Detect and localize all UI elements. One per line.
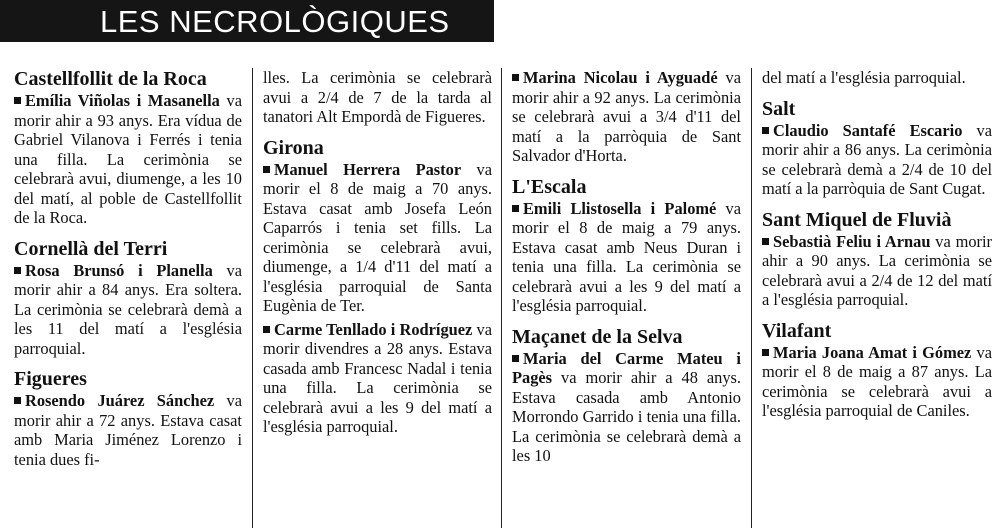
obituary-continuation: del matí a l'església parroquial. [762,68,966,87]
deceased-name: Rosa Brunsó i Planella [25,260,213,280]
square-bullet-icon [512,74,519,81]
square-bullet-icon [263,326,270,333]
obituary-entry [263,320,492,437]
square-bullet-icon [14,97,21,104]
obituary-entry [14,91,242,228]
obituary-entry [512,68,741,166]
obituary-text: va morir el 8 de maig a 70 anys. Estava casat amb Josefa León Caparrós i tenia set fills. La cerimònia se celebrarà avui, diumenge, a 1/4 d'11 del matí a l'església parroquial de Santa Eugènia de Ter. [263,159,492,315]
column-divider [252,68,253,528]
obituary-entry [14,261,242,359]
town-heading: L'Escala [512,175,587,198]
obituary-text: va morir ahir a 86 anys. La cerimònia se celebrarà demà a 2/4 de 10 del matí a la parròquia de Sant Cugat. [762,120,992,198]
deceased-name: Emília Viñolas i Masanella [25,91,220,110]
obituary-entry [762,343,992,421]
column-1 [14,68,242,528]
obituary-text: va morir ahir a 93 anys. Era vídua de Gabriel Vilanova i Ferrés i tenia una filla. La cerimònia se celebrarà avui, diumenge, a les 10 del matí, al poble de Castellfollit de la Roca. [14,91,242,227]
town-heading: Maçanet de la Selva [512,325,683,348]
obituary-text: va morir divendres a 28 anys. Estava casada amb Francesc Nadal i tenia una filla. La cerimònia se celebrarà avui a les 9 del matí a l'església parroquial. [263,319,492,436]
square-bullet-icon [762,238,769,245]
obituary-text: va morir ahir a 72 anys. Estava casat amb Maria Jiménez Lorenzo i tenia dues fi- [14,391,242,469]
square-bullet-icon [263,166,270,173]
column-divider [501,68,502,528]
obituary-text: va morir ahir a 84 anys. Era soltera. La cerimònia se celebrarà demà a les 11 del matí a l'església parroquial. [14,260,242,358]
obituary-text: va morir ahir a 92 anys. La cerimònia se celebrarà avui a 3/4 d'11 del matí a la parròquia de Sant Salvador d'Horta. [512,68,741,165]
obituary-entry [512,349,741,466]
obituary-entry [512,199,741,316]
town-heading: Girona [263,136,324,159]
deceased-name: Marina Nicolau i Ayguadé [523,68,718,87]
column-4 [762,68,992,528]
square-bullet-icon [512,205,519,212]
obituary-entry [14,391,242,469]
deceased-name: Rosendo Juárez Sánchez [25,391,215,410]
deceased-name: Maria Joana Amat i Gómez [773,342,972,362]
obituary-entry [263,160,492,316]
obituary-text: va morir el 8 de maig a 87 anys. La cerimònia se celebrarà avui a l'església parroquial de Caniles. [762,342,992,420]
obituary-text: va morir ahir a 90 anys. La cerimònia se celebrarà avui a 2/4 de 12 del matí a l'església parroquial. [762,231,992,309]
obituary-text: va morir el 8 de maig a 79 anys. Estava casat amb Neus Duran i tenia una filla. La cerimònia se celebrarà avui a les 9 del matí a l'església parroquial. [512,198,741,315]
obituary-entry [762,232,992,310]
column-divider [751,68,752,528]
obituary-entry [762,121,992,199]
town-heading: Sant Miquel de Fluvià [762,208,952,231]
section-title: LES NECROLÒGIQUES [100,4,450,39]
square-bullet-icon [512,355,519,362]
obituary-continuation: lles. La cerimònia se celebrarà avui a 2/4 de 7 de la tarda al tanatori Alt Empordà de Figueres. [263,68,492,126]
town-heading: Salt [762,97,796,120]
deceased-name: Claudio Santafé Escario [773,120,963,140]
deceased-name: Manuel Herrera Pastor [274,159,462,179]
section-header [0,0,494,42]
square-bullet-icon [762,349,769,356]
deceased-name: Sebastià Feliu i Arnau [773,231,931,251]
square-bullet-icon [14,267,21,274]
obituary-text: va morir ahir a 48 anys. Estava casada amb Antonio Morrondo Garrido i tenia una filla. La cerimònia se celebrarà demà a les 10 [512,368,741,465]
square-bullet-icon [762,127,769,134]
deceased-name: Maria del Carme Mateu i Pagès [512,348,741,387]
town-heading: Figueres [14,368,87,390]
town-heading: Cornellà del Terri [14,237,168,260]
square-bullet-icon [14,397,21,404]
deceased-name: Emili Llistosella i Palomé [523,198,717,218]
column-3 [512,68,741,528]
column-2 [263,68,492,528]
town-heading: Castellfollit de la Roca [14,68,207,90]
deceased-name: Carme Tenllado i Rodríguez [274,319,473,339]
town-heading: Vilafant [762,319,832,342]
